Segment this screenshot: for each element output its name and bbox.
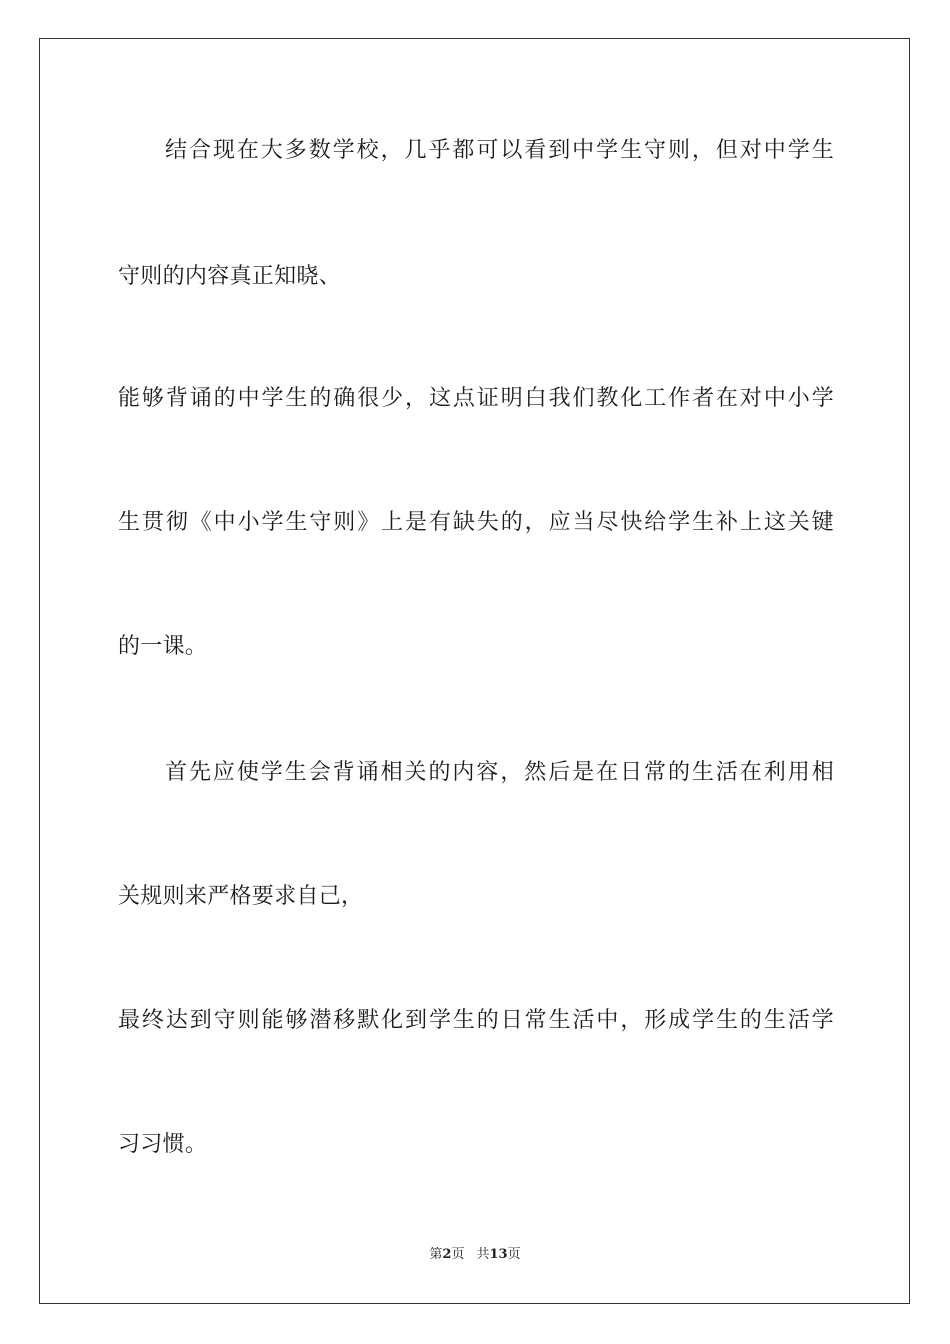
paragraph-2-line-2: 生贯彻《中小学生守则》上是有缺失的，应当尽快给学生补上这关键 — [118, 510, 834, 535]
paragraph-2-line-1: 能够背诵的中学生的确很少，这点证明白我们教化工作者在对中小学 — [118, 386, 834, 411]
paragraph-1-line-1: 结合现在大多数学校，几乎都可以看到中学生守则，但对中学生 — [165, 138, 834, 163]
page-prefix: 第 — [429, 1247, 443, 1262]
total-prefix: 共 — [476, 1247, 490, 1262]
paragraph-3-line-2: 关规则来严格要求自己， — [118, 884, 364, 909]
paragraph-1-line-2: 守则的内容真正知晓、 — [118, 264, 342, 289]
page-border — [39, 38, 910, 1304]
paragraph-2-line-3: 的一课。 — [118, 634, 208, 659]
page-number: 2 — [442, 1247, 452, 1262]
paragraph-4-line-1: 最终达到守则能够潜移默化到学生的日常生活中，形成学生的生活学 — [118, 1008, 834, 1033]
total-pages: 13 — [489, 1247, 508, 1262]
paragraph-4-line-2: 习习惯。 — [118, 1132, 208, 1157]
page-suffix: 页 — [451, 1247, 465, 1262]
paragraph-3-line-1: 首先应使学生会背诵相关的内容，然后是在日常的生活在利用相 — [165, 760, 834, 785]
page-footer — [0, 1246, 950, 1264]
total-suffix: 页 — [507, 1247, 521, 1262]
